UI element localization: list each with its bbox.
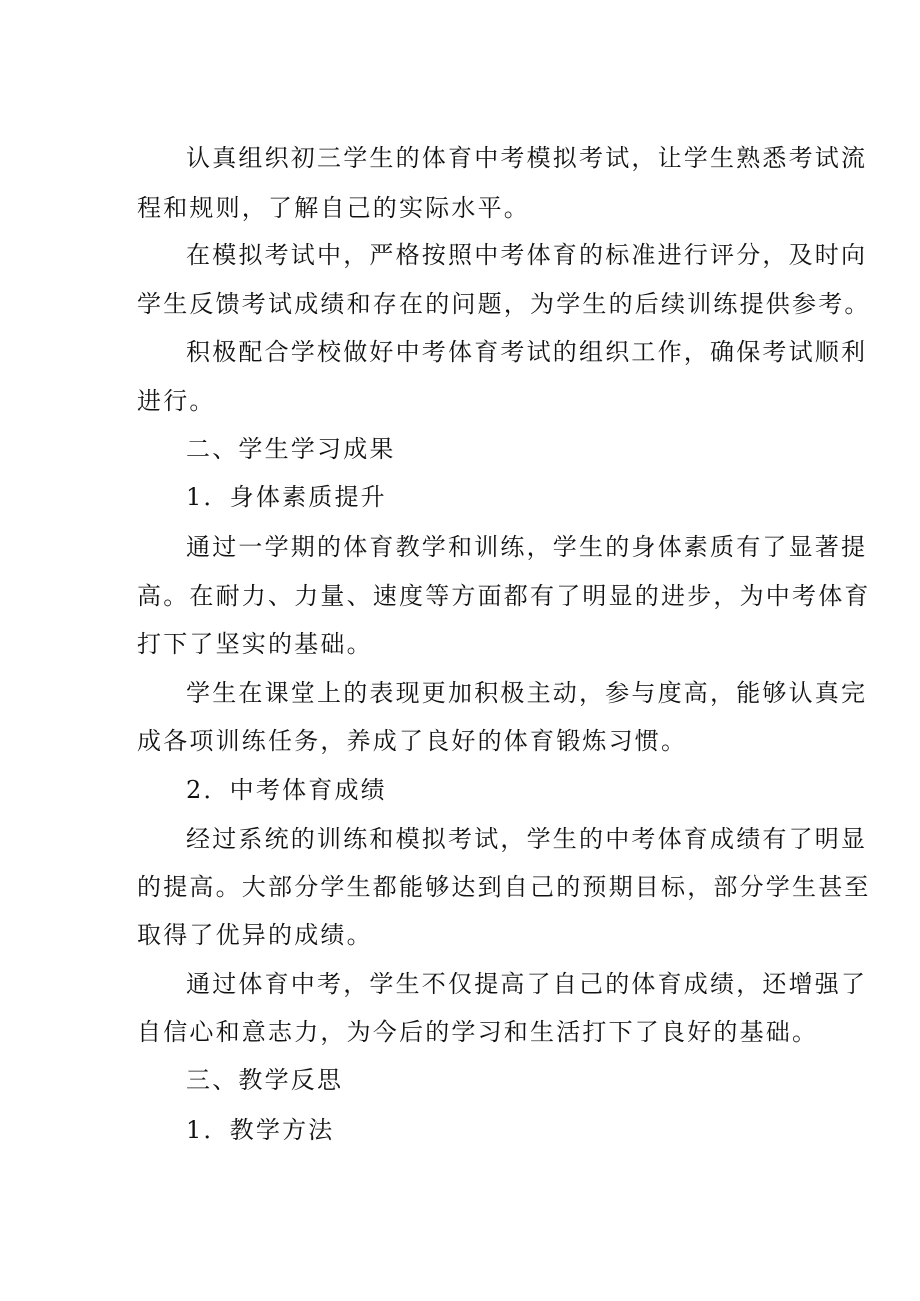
paragraph-line: 程和规则，了解自己的实际水平。	[137, 194, 530, 222]
paragraph-line: 积极配合学校做好中考体育考试的组织工作，确保考试顺利	[186, 338, 868, 366]
subsection-heading: 1．身体素质提升	[186, 483, 387, 511]
section-heading: 二、学生学习成果	[186, 435, 396, 463]
paragraph-line: 学生在课堂上的表现更加积极主动，参与度高，能够认真完	[186, 679, 868, 707]
paragraph-line: 认真组织初三学生的体育中考模拟考试，让学生熟悉考试流	[186, 144, 868, 172]
paragraph-line: 自信心和意志力，为今后的学习和生活打下了良好的基础。	[137, 1018, 819, 1046]
paragraph-line: 的提高。大部分学生都能够达到自己的预期目标，部分学生甚至	[137, 873, 871, 901]
paragraph-line: 经过系统的训练和模拟考试，学生的中考体育成绩有了明显	[186, 825, 868, 853]
section-heading: 三、教学反思	[186, 1066, 344, 1094]
paragraph-line: 通过一学期的体育教学和训练，学生的身体素质有了显著提	[186, 533, 868, 561]
paragraph-line: 进行。	[137, 387, 216, 415]
subsection-heading: 1．教学方法	[186, 1116, 335, 1144]
subsection-heading: 2．中考体育成绩	[186, 776, 387, 804]
paragraph-line: 高。在耐力、力量、速度等方面都有了明显的进步，为中考体育	[137, 582, 871, 610]
paragraph-line: 打下了坚实的基础。	[137, 630, 373, 658]
paragraph-line: 成各项训练任务，养成了良好的体育锻炼习惯。	[137, 727, 688, 755]
paragraph-line: 在模拟考试中，严格按照中考体育的标准进行评分，及时向	[186, 241, 868, 269]
paragraph-line: 取得了优异的成绩。	[137, 921, 373, 949]
paragraph-line: 通过体育中考，学生不仅提高了自己的体育成绩，还增强了	[186, 970, 868, 998]
paragraph-line: 学生反馈考试成绩和存在的问题，为学生的后续训练提供参考。	[137, 290, 871, 318]
